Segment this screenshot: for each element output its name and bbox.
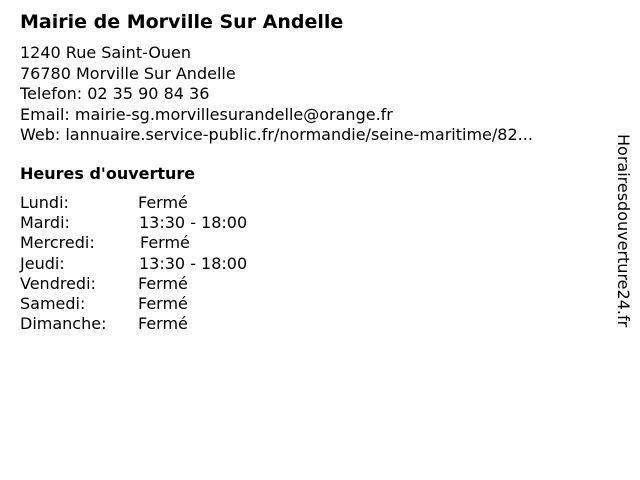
day-hours: 13:30 - 18:00 <box>139 213 248 233</box>
day-hours: Fermé <box>138 273 188 293</box>
day-label: Mardi: <box>20 213 70 233</box>
page-title: Mairie de Morville Sur Andelle <box>20 11 344 33</box>
day-label: Mercredi: <box>20 233 95 253</box>
day-label: Samedi: <box>20 293 86 313</box>
city-address: 76780 Morville Sur Andelle <box>20 63 236 83</box>
day-label: Dimanche: <box>20 314 107 334</box>
day-hours: Fermé <box>140 233 190 253</box>
day-label: Jeudi: <box>20 253 65 273</box>
day-hours: Fermé <box>138 293 188 313</box>
day-label: Vendredi: <box>20 273 96 293</box>
day-hours: Fermé <box>138 314 188 334</box>
address-block <box>20 43 533 146</box>
site-brand: Horairesdouverture24.fr <box>614 134 633 328</box>
opening-hours-heading: Heures d'ouverture <box>20 164 196 183</box>
website-link: Web: lannuaire.service-public.fr/normandie/seine-maritime/82... <box>20 125 533 144</box>
email-address: Email: mairie-sg.morvillesurandelle@orange.fr <box>20 104 393 124</box>
street-address: 1240 Rue Saint-Ouen <box>20 43 192 62</box>
day-hours: 13:30 - 18:00 <box>139 253 248 273</box>
phone-number: Telefon: 02 35 90 84 36 <box>20 84 210 103</box>
day-label: Lundi: <box>20 193 69 212</box>
day-hours: Fermé <box>138 193 188 212</box>
